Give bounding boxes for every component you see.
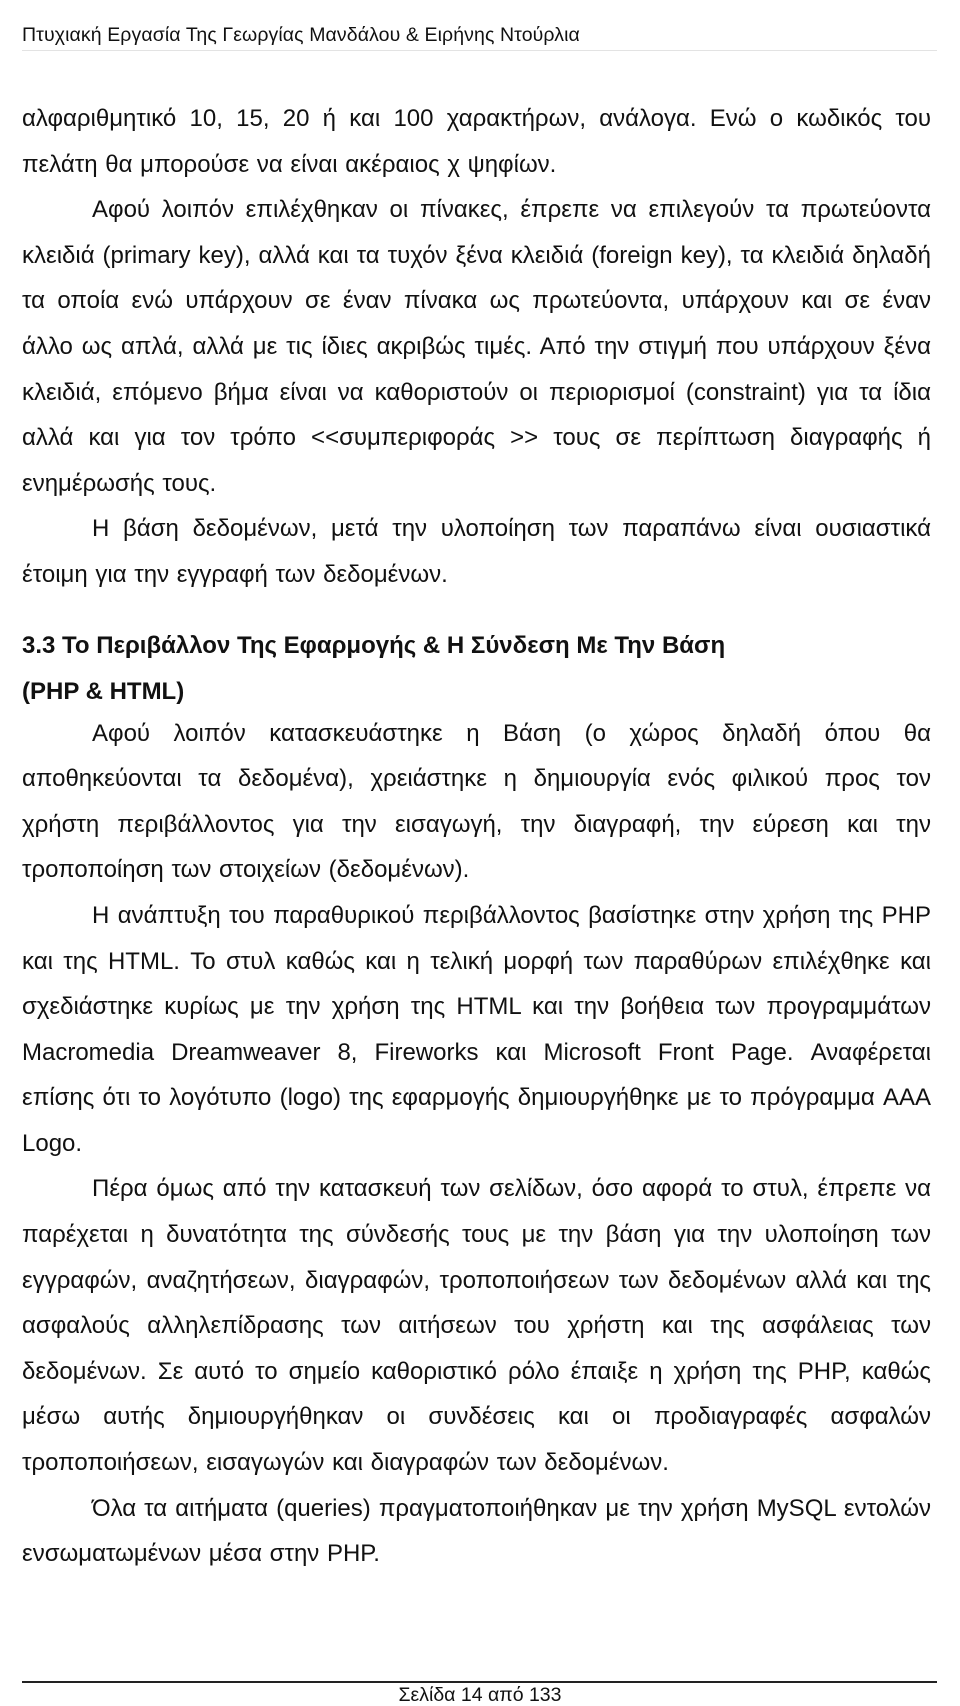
paragraph-php-role: Πέρα όμως από την κατασκευή των σελίδων, όσο αφορά το στυλ, έπρεπε να παρέχεται η δυνατότητα της σύνδεσής τους με την βάση για την υλοποίηση των εγγραφών, αναζητήσεων, διαγραφών, τροποποιήσεων των δεδομένων αλλά και της ασφαλούς αλληλεπίδρασης των αιτήσεων του χρήστη και της ασφάλειας των δεδομένων. Σε αυτό το σημείο καθοριστικό ρόλο έπαιξε η χρήση της PHP, καθώς μέσω αυτής δημιουργήθηκαν οι συνδέσεις και οι προδιαγραφές ασφαλών τροποποιήσεων, εισαγωγών και διαγραφών των δεδομένων. [22, 1175, 931, 1477]
paragraph-keys: Αφού λοιπόν επιλέχθηκαν οι πίνακες, έπρεπε να επιλεγούν τα πρωτεύοντα κλειδιά (primary key), αλλά και τα τυχόν ξένα κλειδιά (foreign key), τα κλειδιά δηλαδή τα οποία ενώ υπάρχουν σε έναν πίνακα ως πρωτεύοντα, υπάρχουν και σε έναν άλλο ως απλά, αλλά με τις ίδιες ακριβώς τιμές. Από την στιγμή που υπάρχουν ξένα κλειδιά, επόμενο βήμα είναι να καθοριστούν οι περιορισμοί (constraint) για τα ίδια αλλά και για τον τρόπο <<συμπεριφοράς >> τους σε περίπτωση διαγραφής ή ενημέρωσής τους. [22, 196, 931, 497]
page-number: Σελίδα 14 από 133 [398, 1684, 562, 1706]
paragraph-database-ready: Η βάση δεδομένων, μετά την υλοποίηση των παραπάνω είναι ουσιαστικά έτοιμη για την εγγραφή των δεδομένων. [22, 515, 931, 588]
section-heading: 3.3 Το Περιβάλλον Της Εφαρμογής & Η Σύνδεση Με Την Βάση [22, 631, 726, 659]
paragraph-continuation: αλφαριθμητικό 10, 15, 20 ή και 100 χαρακτήρων, ανάλογα. Ενώ ο κωδικός του πελάτη θα μπορούσε να είναι ακέραιος χ ψηφίων. [22, 105, 931, 178]
paragraph-environment: Αφού λοιπόν κατασκευάστηκε η Βάση (ο χώρος δηλαδή όπου θα αποθηκεύονται τα δεδομένα), χρειάστηκε η δημιουργία ενός φιλικού προς τον χρήστη περιβάλλοντος για την εισαγωγή, την διαγραφή, την εύρεση και την τροποποίηση των στοιχείων (δεδομένων). [22, 719, 931, 884]
footer-divider [22, 1681, 937, 1683]
paragraph-development: Η ανάπτυξη του παραθυρικού περιβάλλοντος βασίστηκε στην χρήση της PHP και της HTML. Το στυλ καθώς και η τελική μορφή των παραθύρων επιλέχθηκε και σχεδιάστηκε κυρίως με την χρήση της HTML και την βοήθεια των προγραμμάτων Macromedia Dreamweaver 8, Fireworks και Microsoft Front Page. Αναφέρεται επίσης ότι το λογότυπο (logo) της εφαρμογής δημιουργήθηκε με το πρόγραμμα AAA Logo. [22, 901, 931, 1157]
header-divider [22, 50, 937, 51]
section-heading-continuation: (PHP & HTML) [22, 677, 185, 705]
running-header: Πτυχιακή Εργασία Της Γεωργίας Μανδάλου & Ειρήνης Ντούρλια [22, 24, 580, 46]
paragraph-queries: Όλα τα αιτήματα (queries) πραγματοποιήθηκαν με την χρήση MySQL εντολών ενσωματωμένων μέσα στην PHP. [22, 1494, 931, 1568]
body-text [22, 96, 931, 1577]
